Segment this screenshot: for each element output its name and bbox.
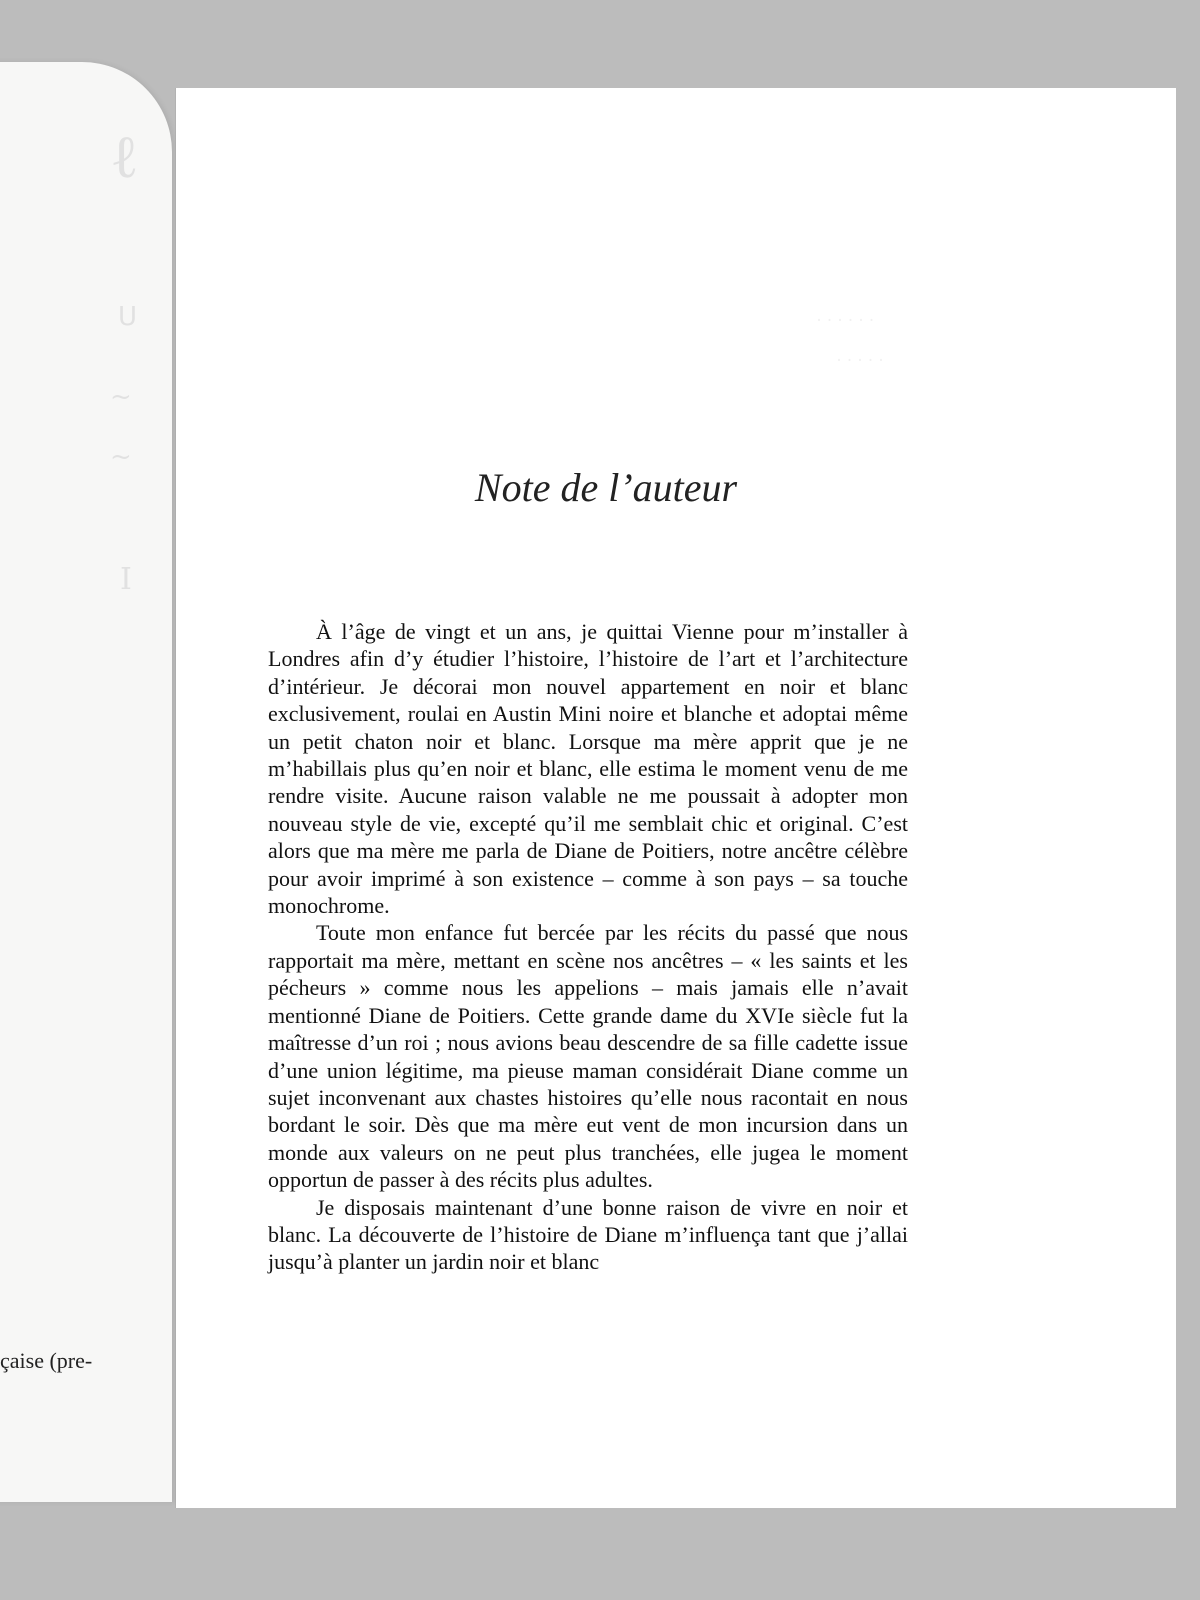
paragraph: Toute mon enfance fut bercée par les récits du passé que nous rapportait ma mère, mettant en scène nos ancêtres – « les saints et les pécheurs » comme nous les appelions – mais jamais elle n’avait mentionné Diane de Poitiers. Cette grande dame du XVIe siècle fut la maîtresse d’un roi ; nous avions beau descendre de sa fille cadette issue d’une union légitime, ma pieuse maman considérait Diane comme un sujet inconvenant aux chastes histoires qu’elle nous racontait en nous bordant le soir. Dès que ma mère eut vent de mon incursion dans un monde aux valeurs on ne peut plus tranchées, elle jugea le moment opportun de passer à des récits plus adultes.	[268, 920, 908, 1193]
page-title: Note de l’auteur	[474, 465, 738, 510]
paragraph: Je disposais maintenant d’une bonne raison de vivre en noir et blanc. La découverte de l’histoire de Diane m’influença tant que j’allai jusqu’à planter un jardin noir et blanc	[268, 1194, 908, 1275]
bleed-through-mark: I	[120, 562, 132, 597]
left-page	[0, 62, 172, 1502]
paragraph: À l’âge de vingt et un ans, je quittai Vienne pour m’installer à Londres afin d’y étudier l’histoire, l’histoire de l’art et l’architecture d’intérieur. Je décorai mon nouvel appartement en noir et blanc exclusivement, roulai en Austin Mini noire et blanche et adoptai même un petit chaton noir et blanc. Lorsque ma mère apprit que je ne m’habillais plus qu’en noir et blanc, elle estima le moment venu de me rendre visite. Aucune raison valable ne me poussait à adopter mon nouveau style de vie, excepté qu’il me semblait chic et original. C’est alors que ma mère me parla de Diane de Poitiers, notre ancêtre célèbre pour avoir imprimé à son existence – comme à son pays – sa touche monochrome.	[268, 619, 908, 919]
bleed-through-mark: ℓ	[110, 122, 139, 192]
right-page	[176, 88, 1176, 1508]
left-page-text-fragment: çaise (pre-	[0, 1348, 93, 1373]
body-text	[268, 618, 908, 1276]
bleed-through-mark: · · · · · ·	[816, 310, 875, 330]
bleed-through-mark: ~	[110, 382, 132, 412]
bleed-through-mark: ~	[110, 442, 132, 472]
bleed-through-mark: ᑌ	[118, 302, 138, 332]
bleed-through-mark: · · · · ·	[836, 350, 884, 370]
